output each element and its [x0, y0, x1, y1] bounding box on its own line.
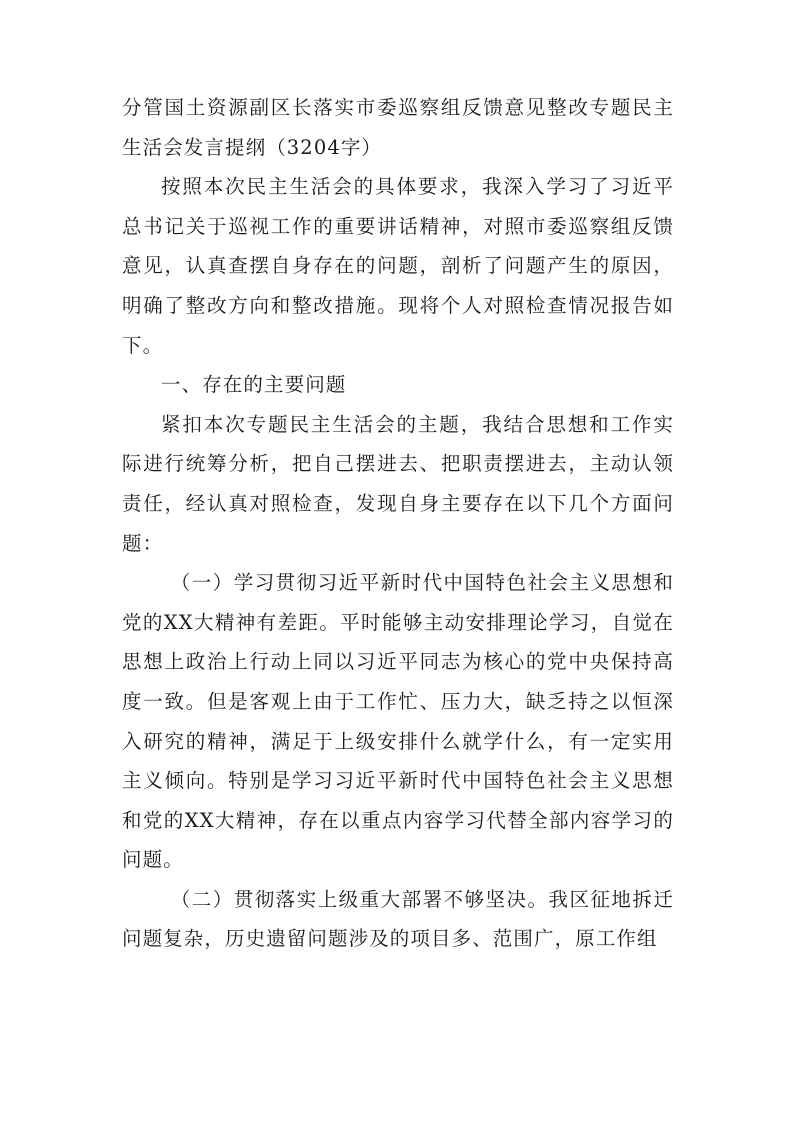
section-intro-paragraph: 紧扣本次专题民主生活会的主题，我结合思想和工作实际进行统筹分析，把自己摆进去、把职责摆进去，主动认领责任，经认真对照检查，发现自身主要存在以下几个方面问题：: [122, 412, 674, 555]
problem-item-2: （二）贯彻落实上级重大部署不够坚决。我区征地拆迁问题复杂，历史遗留问题涉及的项目多、范围广，原工作组: [122, 887, 674, 951]
document-title: 分管国土资源副区长落实市委巡察组反馈意见整改专题民主生活会发言提纲（3204字）: [122, 96, 674, 159]
document-body: [122, 88, 674, 959]
intro-paragraph: 按照本次民主生活会的具体要求，我深入学习了习近平总书记关于巡视工作的重要讲话精神，对照市委巡察组反馈意见，认真查摆自身存在的问题，剖析了问题产生的原因，明确了整改方向和整改措施。现将个人对照检查情况报告如下。: [122, 175, 674, 357]
problem-item-1: （一）学习贯彻习近平新时代中国特色社会主义思想和党的XX大精神有差距。平时能够主动安排理论学习，自觉在思想上政治上行动上同以习近平同志为核心的党中央保持高度一致。但是客观上由于工作忙、压力大，缺乏持之以恒深入研究的精神，满足于上级安排什么就学什么，有一定实用主义倾向。特别是学习习近平新时代中国特色社会主义思想和党的XX大精神，存在以重点内容学习代替全部内容学习的问题。: [122, 571, 674, 872]
section-heading-problems: 一、存在的主要问题: [161, 373, 347, 397]
